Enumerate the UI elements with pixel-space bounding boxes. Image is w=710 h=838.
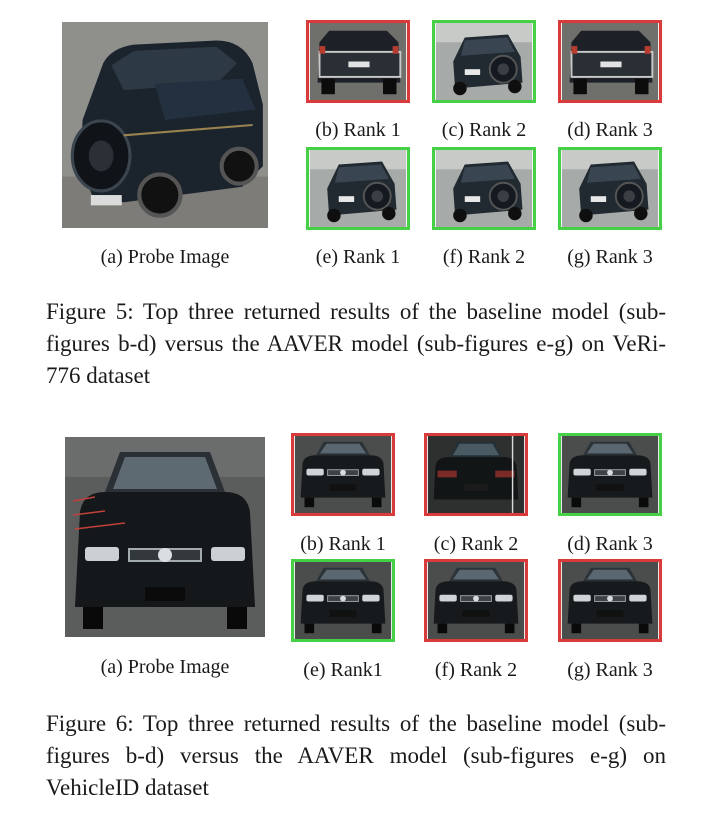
sedan-front-icon bbox=[294, 562, 392, 639]
figure-5-label-c: (c) Rank 2 bbox=[441, 119, 527, 141]
figure-6-label-f: (f) Rank 2 bbox=[434, 659, 518, 681]
figure-6-rank2-baseline-image bbox=[424, 433, 528, 516]
sedan-front-icon bbox=[561, 562, 659, 639]
figure-6-label-d: (d) Rank 3 bbox=[567, 533, 653, 555]
figure-6-rank2-aaver-image bbox=[424, 559, 528, 642]
figure-6-rank3-aaver-image bbox=[558, 559, 662, 642]
figure-5-caption: Figure 5: Top three returned results of the baseline model (sub-figures b-d) versus the AAVER model (sub-figures e-g) on VeRi-776 dataset bbox=[46, 299, 666, 388]
figure-6-rank3-baseline-image bbox=[558, 433, 662, 516]
figure-6-label-b: (b) Rank 1 bbox=[300, 533, 386, 555]
sedan-rear-icon bbox=[427, 436, 525, 513]
sedan-front-icon bbox=[427, 562, 525, 639]
figure-5-label-a: (a) Probe Image bbox=[100, 246, 230, 268]
figure-6-label-c: (c) Rank 2 bbox=[433, 533, 519, 555]
figure-6-caption: Figure 6: Top three returned results of the baseline model (sub-figures b-d) versus the AAVER model (sub-figures e-g) on VehicleID dataset bbox=[46, 711, 666, 800]
sedan-front-icon bbox=[294, 436, 392, 513]
sedan-front-icon bbox=[561, 436, 659, 513]
figure-5-label-d: (d) Rank 3 bbox=[567, 119, 653, 141]
figure-5-label-g: (g) Rank 3 bbox=[567, 246, 653, 268]
sedan-front-icon bbox=[62, 437, 268, 637]
figure-6-label-g: (g) Rank 3 bbox=[567, 659, 653, 681]
figure-6-label-a: (a) Probe Image bbox=[100, 656, 230, 678]
figure-6-rank1-baseline-image bbox=[291, 433, 395, 516]
figure-6-probe-image bbox=[62, 437, 268, 637]
figure-6-rank1-aaver-image bbox=[291, 559, 395, 642]
figure-5-label-f: (f) Rank 2 bbox=[442, 246, 526, 268]
figure-5-label-b: (b) Rank 1 bbox=[315, 119, 401, 141]
figure-6-label-e: (e) Rank1 bbox=[303, 659, 383, 681]
figure-5-label-e: (e) Rank 1 bbox=[315, 246, 401, 268]
